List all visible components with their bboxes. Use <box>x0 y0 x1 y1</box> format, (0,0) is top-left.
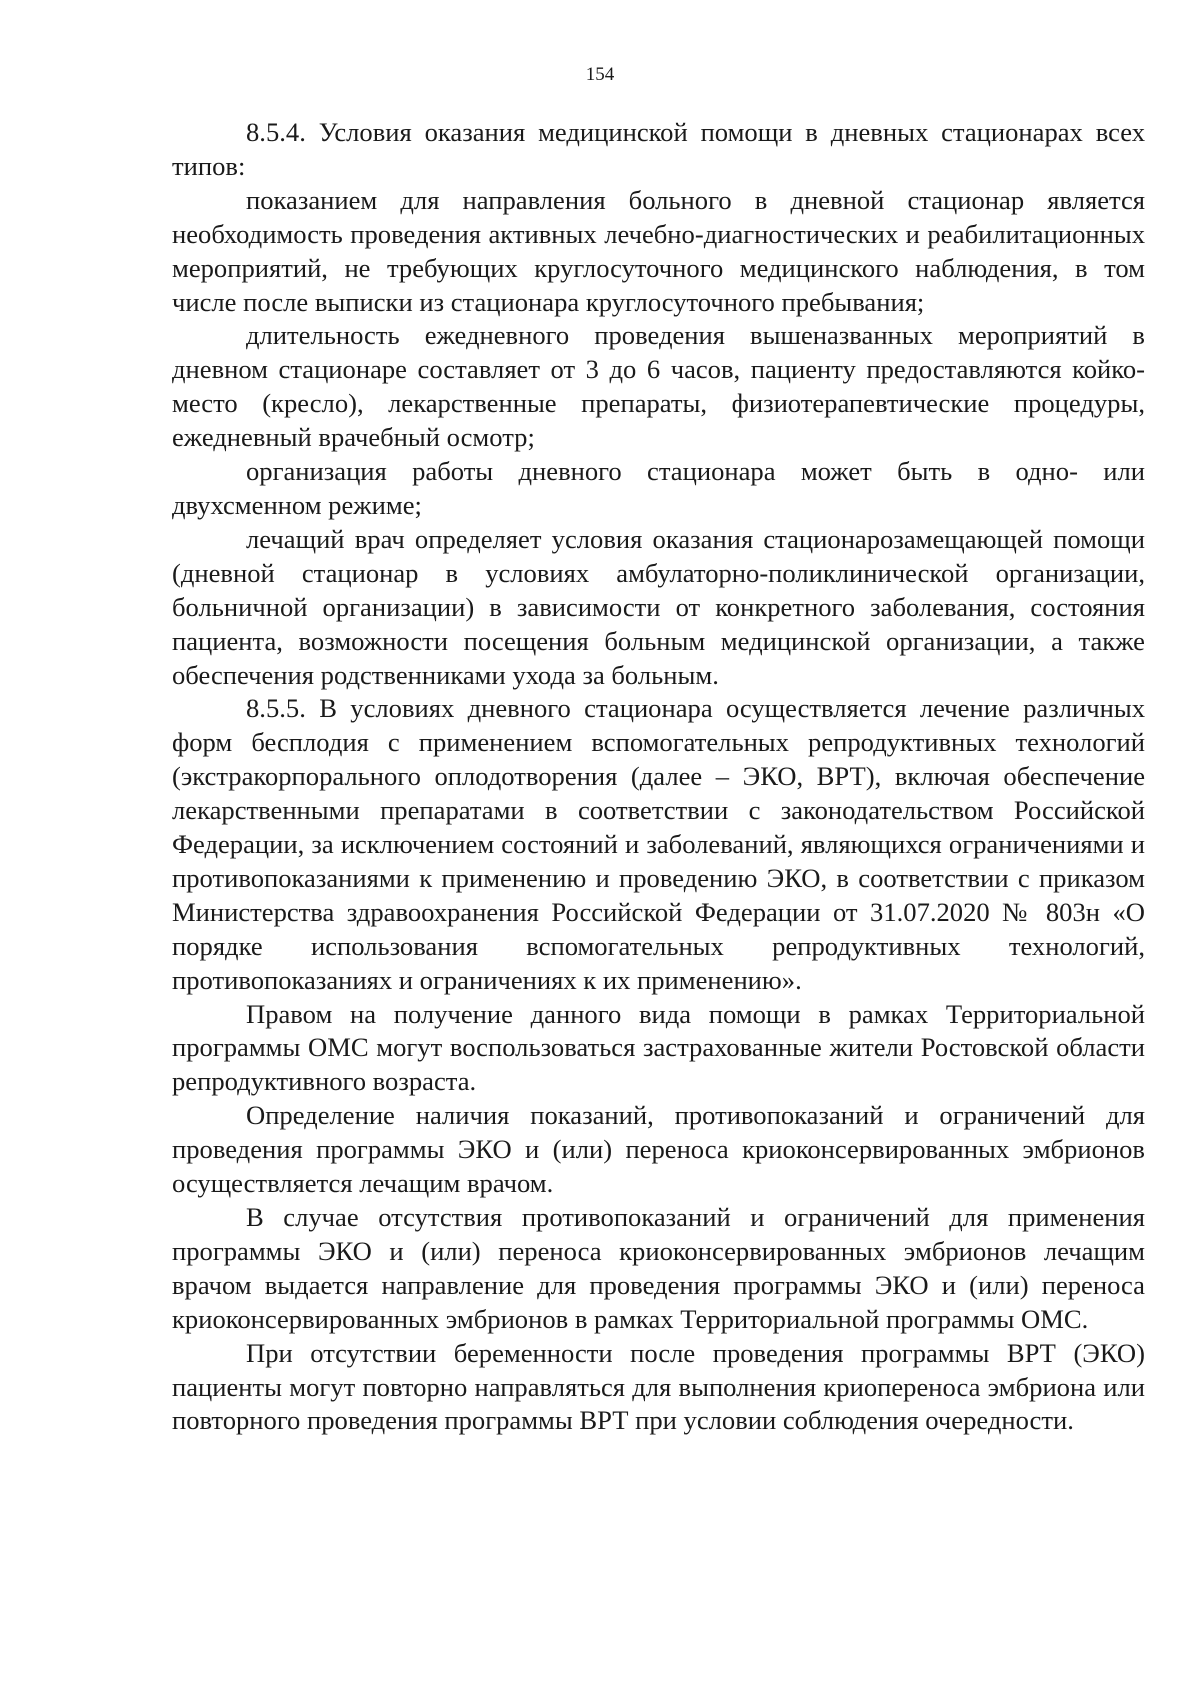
paragraph-indications-determination: Определение наличия показаний, противопоказаний и ограничений для проведения программы ЭКО и (или) переноса криоконсервированных эмбрионов осуществляется лечащим врачом. <box>172 1100 1145 1199</box>
paragraph-8-5-5-ivf: 8.5.5. В условиях дневного стационара осуществляется лечение различных форм бесплодия с применением вспомогательных репродуктивных технологий (экстракорпорального оплодотворения (далее – ЭКО, ВРТ), включая обеспечение лекарственными препаратами в соответствии с законодательством Российской Федерации, за исключением состояний и заболеваний, являющихся ограничениями и противопоказаниями к применению и проведению ЭКО, в соответствии с приказом Министерства здравоохранения Российской Федерации от 31.07.2020 № 803н «О порядке использования вспомогательных репродуктивных технологий, противопоказаниях и ограничениях к их применению». <box>172 693 1145 995</box>
paragraph-8-5-4-heading: 8.5.4. Условия оказания медицинской помощи в дневных стационарах всех типов: <box>172 117 1145 181</box>
paragraph-repeat-program: При отсутствии беременности после проведения программы ВРТ (ЭКО) пациенты могут повторно направляться для выполнения криопереноса эмбриона или повторного проведения программы ВРТ при условии соблюдения очередности. <box>172 1337 1145 1436</box>
paragraph-eligibility: Правом на получение данного вида помощи в рамках Территориальной программы ОМС могут воспользоваться застрахованные жители Ростовской области репродуктивного возраста. <box>172 998 1145 1097</box>
paragraph-indication: показанием для направления больного в дневной стационар является необходимость проведения активных лечебно-диагностических и реабилитационных мероприятий, не требующих круглосуточного медицинского наблюдения, в том числе после выписки из стационара круглосуточного пребывания; <box>172 184 1145 317</box>
paragraph-referral: В случае отсутствия противопоказаний и ограничений для применения программы ЭКО и (или) переноса криоконсервированных эмбрионов лечащим врачом выдается направление для проведения программы ЭКО и (или) переноса криоконсервированных эмбрионов в рамках Территориальной программы ОМС. <box>172 1202 1145 1334</box>
paragraph-duration: длительность ежедневного проведения вышеназванных мероприятий в дневном стационаре составляет от 3 до 6 часов, пациенту предоставляются койко-место (кресло), лекарственные препараты, физиотерапевтические процедуры, ежедневный врачебный осмотр; <box>172 320 1145 453</box>
paragraph-shift-mode: организация работы дневного стационара может быть в одно- или двухсменном режиме; <box>172 456 1145 520</box>
paragraph-attending-physician: лечащий врач определяет условия оказания стационарозамещающей помощи (дневной стационар в условиях амбулаторно-поликлинической организации, больничной организации) в зависимости от конкретного заболевания, состояния пациента, возможности посещения больным медицинской организации, а также обеспечения родственниками ухода за больным. <box>172 523 1145 690</box>
document-body <box>172 116 1145 1438</box>
page-number: 154 <box>585 64 615 85</box>
